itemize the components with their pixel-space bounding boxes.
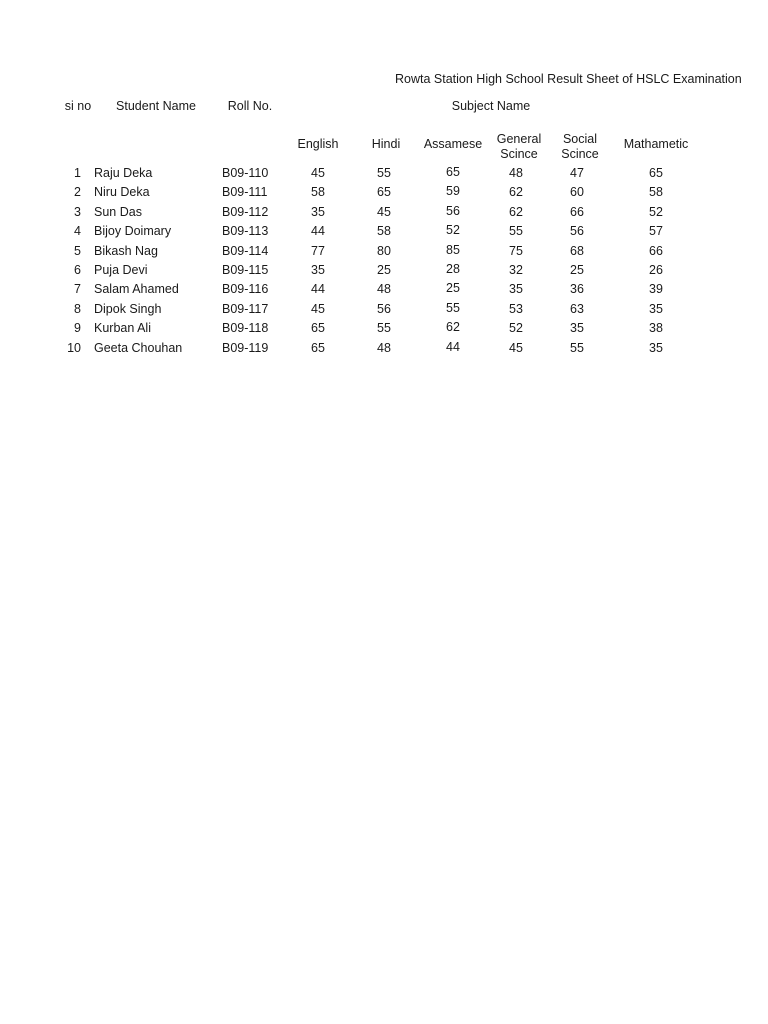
cell-english: 35: [311, 204, 325, 219]
cell-general-science: 32: [509, 263, 523, 277]
cell-assamese: 59: [446, 184, 460, 199]
cell-social-science: 66: [570, 204, 584, 219]
cell-student-name: Bikash Nag: [94, 243, 158, 258]
cell-assamese: 25: [446, 281, 460, 296]
cell-si-no: 10: [67, 340, 81, 355]
cell-english: 58: [311, 185, 325, 200]
cell-roll-no: B09-119: [222, 340, 269, 355]
cell-english: 65: [311, 321, 325, 336]
cell-assamese: 65: [446, 165, 460, 179]
cell-assamese: 85: [446, 242, 460, 257]
header-roll-no: Roll No.: [227, 99, 273, 113]
cell-hindi: 55: [377, 321, 391, 336]
cell-student-name: Sun Das: [94, 204, 142, 219]
cell-assamese: 52: [446, 223, 460, 238]
cell-mathematics: 52: [649, 204, 663, 219]
cell-general-science: 62: [509, 185, 523, 200]
cell-mathematics: 57: [649, 224, 663, 239]
header-general-science-line-1: General: [496, 132, 542, 146]
cell-hindi: 56: [377, 301, 391, 316]
cell-hindi: 65: [377, 185, 391, 200]
cell-si-no: 3: [74, 204, 81, 219]
table-row: [0, 282, 768, 301]
header-english: English: [297, 137, 339, 151]
cell-social-science: 60: [570, 185, 584, 200]
cell-mathematics: 39: [649, 282, 663, 297]
cell-hindi: 80: [377, 243, 391, 258]
header-social-science-line-2: Scince: [561, 147, 599, 161]
cell-general-science: 45: [509, 340, 523, 355]
cell-student-name: Niru Deka: [94, 185, 150, 200]
cell-social-science: 68: [570, 243, 584, 258]
cell-student-name: Dipok Singh: [94, 301, 162, 316]
cell-social-science: 56: [570, 224, 584, 239]
cell-si-no: 9: [74, 321, 81, 336]
table-row: [0, 341, 768, 360]
cell-general-science: 35: [509, 282, 523, 297]
cell-si-no: 1: [74, 166, 81, 180]
cell-mathematics: 65: [649, 166, 663, 180]
cell-si-no: 6: [74, 263, 81, 277]
cell-english: 45: [311, 166, 325, 180]
header-general-science: [497, 132, 541, 162]
cell-english: 65: [311, 340, 325, 355]
cell-assamese: 28: [446, 262, 460, 276]
cell-roll-no: B09-113: [222, 224, 269, 239]
cell-social-science: 36: [570, 282, 584, 297]
cell-assamese: 62: [446, 320, 460, 335]
cell-mathematics: 66: [649, 243, 663, 258]
cell-hindi: 25: [377, 263, 391, 277]
cell-mathematics: 35: [649, 340, 663, 355]
cell-student-name: Raju Deka: [94, 166, 153, 180]
cell-student-name: Puja Devi: [94, 263, 148, 277]
cell-general-science: 48: [509, 166, 523, 180]
cell-si-no: 7: [74, 282, 81, 297]
cell-hindi: 48: [377, 340, 391, 355]
table-row: [0, 263, 768, 282]
cell-si-no: 4: [74, 224, 81, 239]
cell-general-science: 53: [509, 301, 523, 316]
header-mathematics: Mathametic: [623, 137, 689, 151]
cell-general-science: 55: [509, 224, 523, 239]
header-general-science-line-2: Scince: [500, 147, 538, 161]
table-row: [0, 166, 768, 185]
cell-english: 45: [311, 301, 325, 316]
cell-roll-no: B09-117: [222, 301, 269, 316]
sheet-title-text: Rowta Station High School Result Sheet of HSLC Examination: [395, 72, 742, 86]
cell-assamese: 44: [446, 339, 460, 354]
cell-social-science: 35: [570, 321, 584, 336]
table-row: [0, 205, 768, 224]
cell-mathematics: 38: [649, 321, 663, 336]
header-student-name: Student Name: [116, 99, 196, 113]
table-row: [0, 244, 768, 263]
cell-roll-no: B09-118: [222, 321, 269, 336]
cell-social-science: 63: [570, 301, 584, 316]
cell-assamese: 55: [446, 300, 460, 315]
cell-roll-no: B09-110: [222, 166, 269, 180]
cell-english: 44: [311, 224, 325, 239]
cell-roll-no: B09-112: [222, 204, 269, 219]
cell-si-no: 2: [74, 185, 81, 200]
cell-social-science: 55: [570, 340, 584, 355]
table-row: [0, 321, 768, 340]
cell-roll-no: B09-114: [222, 243, 269, 258]
cell-mathematics: 35: [649, 301, 663, 316]
header-social-science-line-1: Social: [562, 132, 598, 146]
table-row: [0, 185, 768, 204]
cell-roll-no: B09-111: [222, 185, 268, 200]
cell-english: 35: [311, 263, 325, 277]
cell-social-science: 47: [570, 166, 584, 180]
header-assamese: Assamese: [423, 137, 483, 151]
cell-social-science: 25: [570, 263, 584, 277]
cell-hindi: 58: [377, 224, 391, 239]
cell-general-science: 75: [509, 243, 523, 258]
sheet-title: [395, 72, 742, 90]
table-row: [0, 224, 768, 243]
cell-student-name: Geeta Chouhan: [94, 340, 183, 355]
cell-mathematics: 58: [649, 185, 663, 200]
cell-student-name: Salam Ahamed: [94, 282, 179, 297]
header-si-no: si no: [64, 99, 92, 113]
cell-student-name: Bijoy Doimary: [94, 224, 172, 239]
cell-assamese: 56: [446, 203, 460, 218]
header-hindi: Hindi: [371, 137, 401, 151]
cell-hindi: 55: [377, 166, 391, 180]
cell-student-name: Kurban Ali: [94, 321, 151, 336]
table-row: [0, 302, 768, 321]
cell-general-science: 52: [509, 321, 523, 336]
cell-roll-no: B09-116: [222, 282, 269, 297]
cell-english: 44: [311, 282, 325, 297]
cell-roll-no: B09-115: [222, 263, 269, 277]
cell-si-no: 5: [74, 243, 81, 258]
cell-english: 77: [311, 243, 325, 258]
cell-hindi: 48: [377, 282, 391, 297]
cell-general-science: 62: [509, 204, 523, 219]
header-subject-name: Subject Name: [451, 99, 531, 113]
header-social-science: [561, 132, 599, 162]
cell-mathematics: 26: [649, 263, 663, 277]
cell-si-no: 8: [74, 301, 81, 316]
cell-hindi: 45: [377, 204, 391, 219]
